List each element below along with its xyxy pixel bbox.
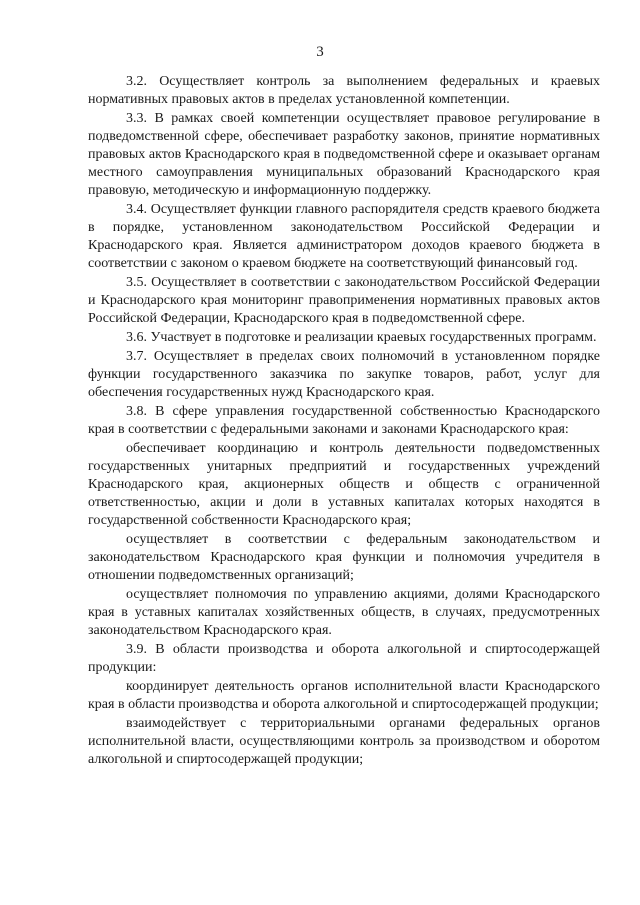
document-body	[88, 73, 600, 770]
paragraph-3-6: 3.6. Участвует в подготовке и реализации краевых государственных программ.	[126, 330, 597, 345]
page-number: 3	[316, 44, 324, 60]
paragraph-3-8-founder: осуществляет в соответствии с федеральным законодательством и законодательством Краснодарского края функции и полномочия учредителя в отношении подведомственных организаций;	[88, 532, 600, 583]
paragraph-3-7: 3.7. Осуществляет в пределах своих полномочий в установленном порядке функции государственного заказчика по закупке товаров, работ, услуг для обеспечения государственных нужд Краснодарского края.	[88, 349, 600, 400]
paragraph-3-9: 3.9. В области производства и оборота алкогольной и спиртосодержащей продукции:	[88, 642, 600, 675]
paragraph-3-9-interacts: взаимодействует с территориальными органами федеральных органов исполнительной власти, осуществляющими контроль за производством и оборотом алкогольной и спиртосодержащей продукции;	[88, 716, 600, 767]
paragraph-3-8-coordination: обеспечивает координацию и контроль деятельности подведомственных государственных унитарных предприятий и государственных учреждений Краснодарского края, акционерных обществ и обществ с ограниченной ответственностью, акции и доли в уставных капиталах которых находятся в государственной собственности Краснодарского края;	[88, 441, 600, 528]
paragraph-3-8: 3.8. В сфере управления государственной собственностью Краснодарского края в соответствии с федеральными законами и законами Краснодарского края:	[88, 404, 600, 437]
paragraph-3-3: 3.3. В рамках своей компетенции осуществляет правовое регулирование в подведомственной сфере, обеспечивает разработку законов, принятие нормативных правовых актов Краснодарского края в подведомственной сфере и оказывает органам местного самоуправления муниципальных образований Краснодарского края правовую, методическую и информационную поддержку.	[88, 111, 600, 198]
paragraph-3-2: 3.2. Осуществляет контроль за выполнением федеральных и краевых нормативных правовых актов в пределах установленной компетенции.	[88, 74, 600, 107]
paragraph-3-9-coordinates: координирует деятельность органов исполнительной власти Краснодарского края в области производства и оборота алкогольной и спиртосодержащей продукции;	[88, 679, 600, 712]
paragraph-3-5: 3.5. Осуществляет в соответствии с законодательством Российской Федерации и Краснодарского края мониторинг правоприменения нормативных правовых актов Российской Федерации, Краснодарского края в подведомственной сфере.	[88, 275, 600, 326]
paragraph-3-4: 3.4. Осуществляет функции главного распорядителя средств краевого бюджета в порядке, установленном законодательством Российской Федерации и Краснодарского края. Является администратором доходов краевого бюджета в соответствии с законом о краевом бюджете на соответствующий финансовый год.	[88, 202, 600, 271]
paragraph-3-8-shares: осуществляет полномочия по управлению акциями, долями Краснодарского края в уставных капиталах хозяйственных обществ, в случаях, предусмотренных законодательством Краснодарского края.	[88, 587, 600, 638]
